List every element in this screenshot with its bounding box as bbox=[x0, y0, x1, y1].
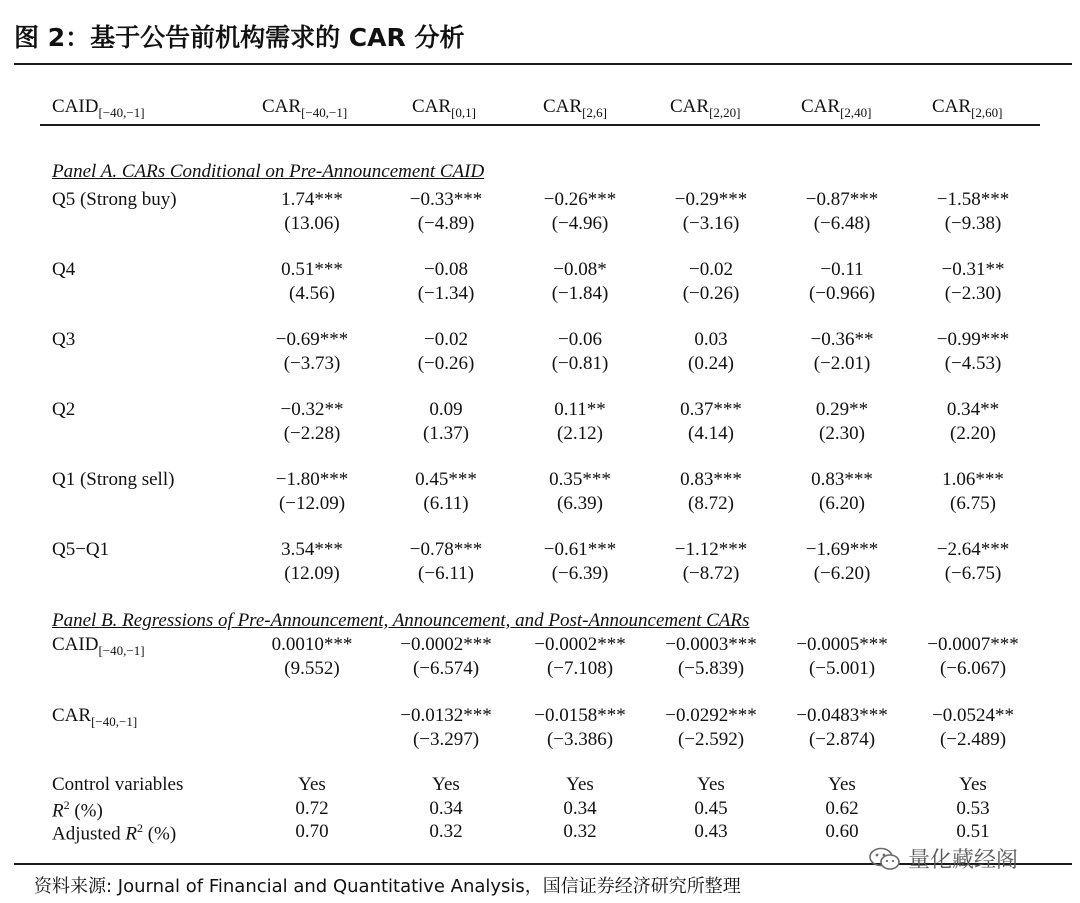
tstat-cell: (−2.592) bbox=[677, 729, 745, 750]
tstat-cell: (−2.30) bbox=[944, 283, 1002, 304]
coef-cell: −0.0002*** bbox=[400, 634, 492, 655]
coef-cell: −0.33*** bbox=[409, 189, 483, 210]
coef-cell: 1.74*** bbox=[281, 189, 343, 210]
coef-cell: 0.83*** bbox=[680, 469, 742, 490]
watermark bbox=[868, 843, 1018, 874]
tstat-cell: (−9.38) bbox=[944, 213, 1002, 234]
coef-cell: −0.08* bbox=[553, 259, 607, 280]
header-car-ann bbox=[412, 96, 476, 121]
tstat-cell: (−3.297) bbox=[412, 729, 480, 750]
header-car-ann-sub: [0,1] bbox=[451, 105, 476, 120]
control-variables-label: Control variables bbox=[52, 774, 184, 795]
row-label: Q5−Q1 bbox=[52, 539, 110, 560]
header-car-pre-sub: [−40,−1] bbox=[301, 105, 348, 120]
tstat-cell: (8.72) bbox=[688, 493, 734, 514]
coef-cell: 0.0010*** bbox=[271, 634, 353, 655]
r2-label-post: (%) bbox=[69, 800, 103, 822]
panel-b-title: Panel B. Regressions of Pre-Announcement, Announcement, and Post-Announcement CARs bbox=[52, 610, 750, 631]
coef-cell: −0.0132*** bbox=[400, 705, 492, 726]
tstat-cell: (−6.067) bbox=[939, 658, 1007, 679]
coef-cell: −0.06 bbox=[558, 329, 602, 350]
coef-cell: −0.87*** bbox=[805, 189, 879, 210]
control-cell: Yes bbox=[432, 774, 460, 795]
coef-cell: 0.34** bbox=[946, 399, 1000, 420]
r2-cell: 0.34 bbox=[563, 798, 597, 819]
tstat-cell: (−2.489) bbox=[939, 729, 1007, 750]
coef-cell: 0.11** bbox=[554, 399, 606, 420]
car-row-label-sub: [−40,−1] bbox=[91, 714, 138, 729]
tstat-cell: (−2.01) bbox=[813, 353, 871, 374]
source-note: 资料来源: Journal of Financial and Quantitative Analysis，国信证券经济研究所整理 bbox=[34, 876, 741, 897]
header-car-2-40-sub: [2,40] bbox=[840, 105, 872, 120]
coef-cell: −0.0292*** bbox=[665, 705, 757, 726]
r2-cell: 0.45 bbox=[694, 798, 728, 819]
header-car-2-40 bbox=[801, 96, 872, 121]
coef-cell: −1.12*** bbox=[674, 539, 748, 560]
tstat-cell: (−0.81) bbox=[551, 353, 609, 374]
adj-r2-cell: 0.32 bbox=[563, 821, 597, 842]
watermark-text: 量化藏经阁 bbox=[908, 848, 1019, 873]
header-car-2-20-sub: [2,20] bbox=[709, 105, 741, 120]
tstat-cell: (2.30) bbox=[819, 423, 865, 444]
coef-cell: 0.09 bbox=[429, 399, 463, 420]
tstat-cell: (−3.73) bbox=[283, 353, 341, 374]
tstat-cell: (−7.108) bbox=[546, 658, 614, 679]
header-car-2-60-sub: [2,60] bbox=[971, 105, 1003, 120]
coef-cell: −0.0524** bbox=[932, 705, 1014, 726]
adj-r2-cell: 0.51 bbox=[956, 821, 990, 842]
r2-cell: 0.62 bbox=[825, 798, 859, 819]
coef-cell: 0.03 bbox=[694, 329, 728, 350]
caid-row-label bbox=[52, 634, 145, 659]
tstat-cell: (−4.53) bbox=[944, 353, 1002, 374]
coef-cell: −0.0005*** bbox=[796, 634, 888, 655]
tstat-cell: (−5.839) bbox=[677, 658, 745, 679]
tstat-cell: (−1.84) bbox=[551, 283, 609, 304]
coef-cell: −0.99*** bbox=[936, 329, 1010, 350]
coef-cell: −0.78*** bbox=[409, 539, 483, 560]
header-car-2-40-main: CAR bbox=[801, 96, 841, 117]
coef-cell: −0.36** bbox=[810, 329, 874, 350]
adj-r2-label-sup: 2 bbox=[136, 821, 143, 835]
tstat-cell: (−6.48) bbox=[813, 213, 871, 234]
r2-label bbox=[52, 798, 103, 822]
coef-cell: −0.61*** bbox=[543, 539, 617, 560]
tstat-cell: (0.24) bbox=[688, 353, 734, 374]
header-rule bbox=[40, 124, 1040, 126]
coef-cell: −0.26*** bbox=[543, 189, 617, 210]
row-label: Q2 bbox=[52, 399, 76, 420]
coef-cell: −0.0003*** bbox=[665, 634, 757, 655]
r2-cell: 0.34 bbox=[429, 798, 463, 819]
tstat-cell: (−0.26) bbox=[417, 353, 475, 374]
tstat-cell: (6.11) bbox=[423, 493, 469, 514]
coef-cell: 0.51*** bbox=[281, 259, 343, 280]
title-rule bbox=[14, 63, 1072, 65]
coef-cell: −0.31** bbox=[941, 259, 1005, 280]
caid-row-label-sub: [−40,−1] bbox=[98, 643, 145, 658]
coef-cell: −1.58*** bbox=[936, 189, 1010, 210]
header-car-ann-main: CAR bbox=[412, 96, 452, 117]
row-label: Q3 bbox=[52, 329, 76, 350]
tstat-cell: (−12.09) bbox=[278, 493, 346, 514]
tstat-cell: (6.20) bbox=[819, 493, 865, 514]
adj-r2-label-r: R bbox=[125, 823, 137, 845]
tstat-cell: (−6.75) bbox=[944, 563, 1002, 584]
coef-cell: −0.02 bbox=[689, 259, 733, 280]
header-car-2-20 bbox=[670, 96, 741, 121]
tstat-cell: (−0.26) bbox=[682, 283, 740, 304]
header-car-2-6-main: CAR bbox=[543, 96, 583, 117]
caid-row-label-main: CAID bbox=[52, 634, 99, 655]
control-cell: Yes bbox=[298, 774, 326, 795]
coef-cell: −0.69*** bbox=[275, 329, 349, 350]
coef-cell: −0.32** bbox=[280, 399, 344, 420]
adj-r2-label-pre: Adjusted bbox=[52, 823, 126, 845]
coef-cell: −0.0158*** bbox=[534, 705, 626, 726]
coef-cell: 0.83*** bbox=[811, 469, 873, 490]
adj-r2-cell: 0.43 bbox=[694, 821, 728, 842]
tstat-cell: (−5.001) bbox=[808, 658, 876, 679]
tstat-cell: (−1.34) bbox=[417, 283, 475, 304]
tstat-cell: (4.56) bbox=[289, 283, 335, 304]
tstat-cell: (−0.966) bbox=[808, 283, 876, 304]
coef-cell: −1.80*** bbox=[275, 469, 349, 490]
tstat-cell: (−4.89) bbox=[417, 213, 475, 234]
coef-cell: 0.45*** bbox=[415, 469, 477, 490]
header-car-2-6 bbox=[543, 96, 607, 121]
r2-cell: 0.53 bbox=[956, 798, 990, 819]
figure-title: 图 2：基于公告前机构需求的 CAR 分析 bbox=[14, 23, 465, 52]
tstat-cell: (−6.11) bbox=[418, 563, 474, 584]
tstat-cell: (−6.20) bbox=[813, 563, 871, 584]
tstat-cell: (2.20) bbox=[950, 423, 996, 444]
tstat-cell: (−6.39) bbox=[551, 563, 609, 584]
header-car-2-20-main: CAR bbox=[670, 96, 710, 117]
tstat-cell: (1.37) bbox=[423, 423, 469, 444]
r2-label-sup: 2 bbox=[63, 798, 70, 812]
coef-cell: 0.35*** bbox=[549, 469, 611, 490]
control-cell: Yes bbox=[566, 774, 594, 795]
header-caid-main: CAID bbox=[52, 96, 99, 117]
coef-cell: 0.37*** bbox=[680, 399, 742, 420]
adj-r2-cell: 0.70 bbox=[295, 821, 329, 842]
row-label: Q1 (Strong sell) bbox=[52, 469, 175, 490]
row-label: Q5 (Strong buy) bbox=[52, 189, 177, 210]
row-label: Q4 bbox=[52, 259, 76, 280]
coef-cell: −0.11 bbox=[820, 259, 864, 280]
tstat-cell: (13.06) bbox=[284, 213, 340, 234]
tstat-cell: (−2.28) bbox=[283, 423, 341, 444]
wechat-icon bbox=[868, 847, 902, 871]
tstat-cell: (6.75) bbox=[950, 493, 996, 514]
coef-cell: −0.0007*** bbox=[927, 634, 1019, 655]
coef-cell: −0.02 bbox=[424, 329, 468, 350]
coef-cell: −0.08 bbox=[424, 259, 468, 280]
control-cell: Yes bbox=[828, 774, 856, 795]
tstat-cell: (12.09) bbox=[284, 563, 340, 584]
tstat-cell: (−2.874) bbox=[808, 729, 876, 750]
coef-cell: −0.29*** bbox=[674, 189, 748, 210]
header-car-pre-main: CAR bbox=[262, 96, 302, 117]
adj-r2-label bbox=[52, 821, 176, 845]
coef-cell: 1.06*** bbox=[942, 469, 1004, 490]
tstat-cell: (6.39) bbox=[557, 493, 603, 514]
coef-cell: −2.64*** bbox=[936, 539, 1010, 560]
coef-cell: −1.69*** bbox=[805, 539, 879, 560]
r2-label-r: R bbox=[52, 800, 64, 822]
coef-cell: −0.0483*** bbox=[796, 705, 888, 726]
header-caid bbox=[52, 96, 145, 121]
header-car-2-60 bbox=[932, 96, 1003, 121]
header-car-2-6-sub: [2,6] bbox=[582, 105, 607, 120]
tstat-cell: (−6.574) bbox=[412, 658, 480, 679]
adj-r2-cell: 0.32 bbox=[429, 821, 463, 842]
header-car-2-60-main: CAR bbox=[932, 96, 972, 117]
header-caid-sub: [−40,−1] bbox=[98, 105, 145, 120]
tstat-cell: (2.12) bbox=[557, 423, 603, 444]
coef-cell: −0.0002*** bbox=[534, 634, 626, 655]
tstat-cell: (−3.386) bbox=[546, 729, 614, 750]
r2-cell: 0.72 bbox=[295, 798, 329, 819]
car-row-label-main: CAR bbox=[52, 705, 92, 726]
adj-r2-cell: 0.60 bbox=[825, 821, 859, 842]
coef-cell: 3.54*** bbox=[281, 539, 343, 560]
control-cell: Yes bbox=[697, 774, 725, 795]
header-car-pre bbox=[262, 96, 347, 121]
tstat-cell: (4.14) bbox=[688, 423, 734, 444]
tstat-cell: (−8.72) bbox=[682, 563, 740, 584]
control-cell: Yes bbox=[959, 774, 987, 795]
panel-a-title: Panel A. CARs Conditional on Pre-Announcement CAID bbox=[52, 161, 485, 182]
tstat-cell: (9.552) bbox=[284, 658, 340, 679]
tstat-cell: (−4.96) bbox=[551, 213, 609, 234]
tstat-cell: (−3.16) bbox=[682, 213, 740, 234]
coef-cell: 0.29** bbox=[815, 399, 869, 420]
adj-r2-label-post: (%) bbox=[142, 823, 177, 845]
car-row-label bbox=[52, 705, 137, 730]
